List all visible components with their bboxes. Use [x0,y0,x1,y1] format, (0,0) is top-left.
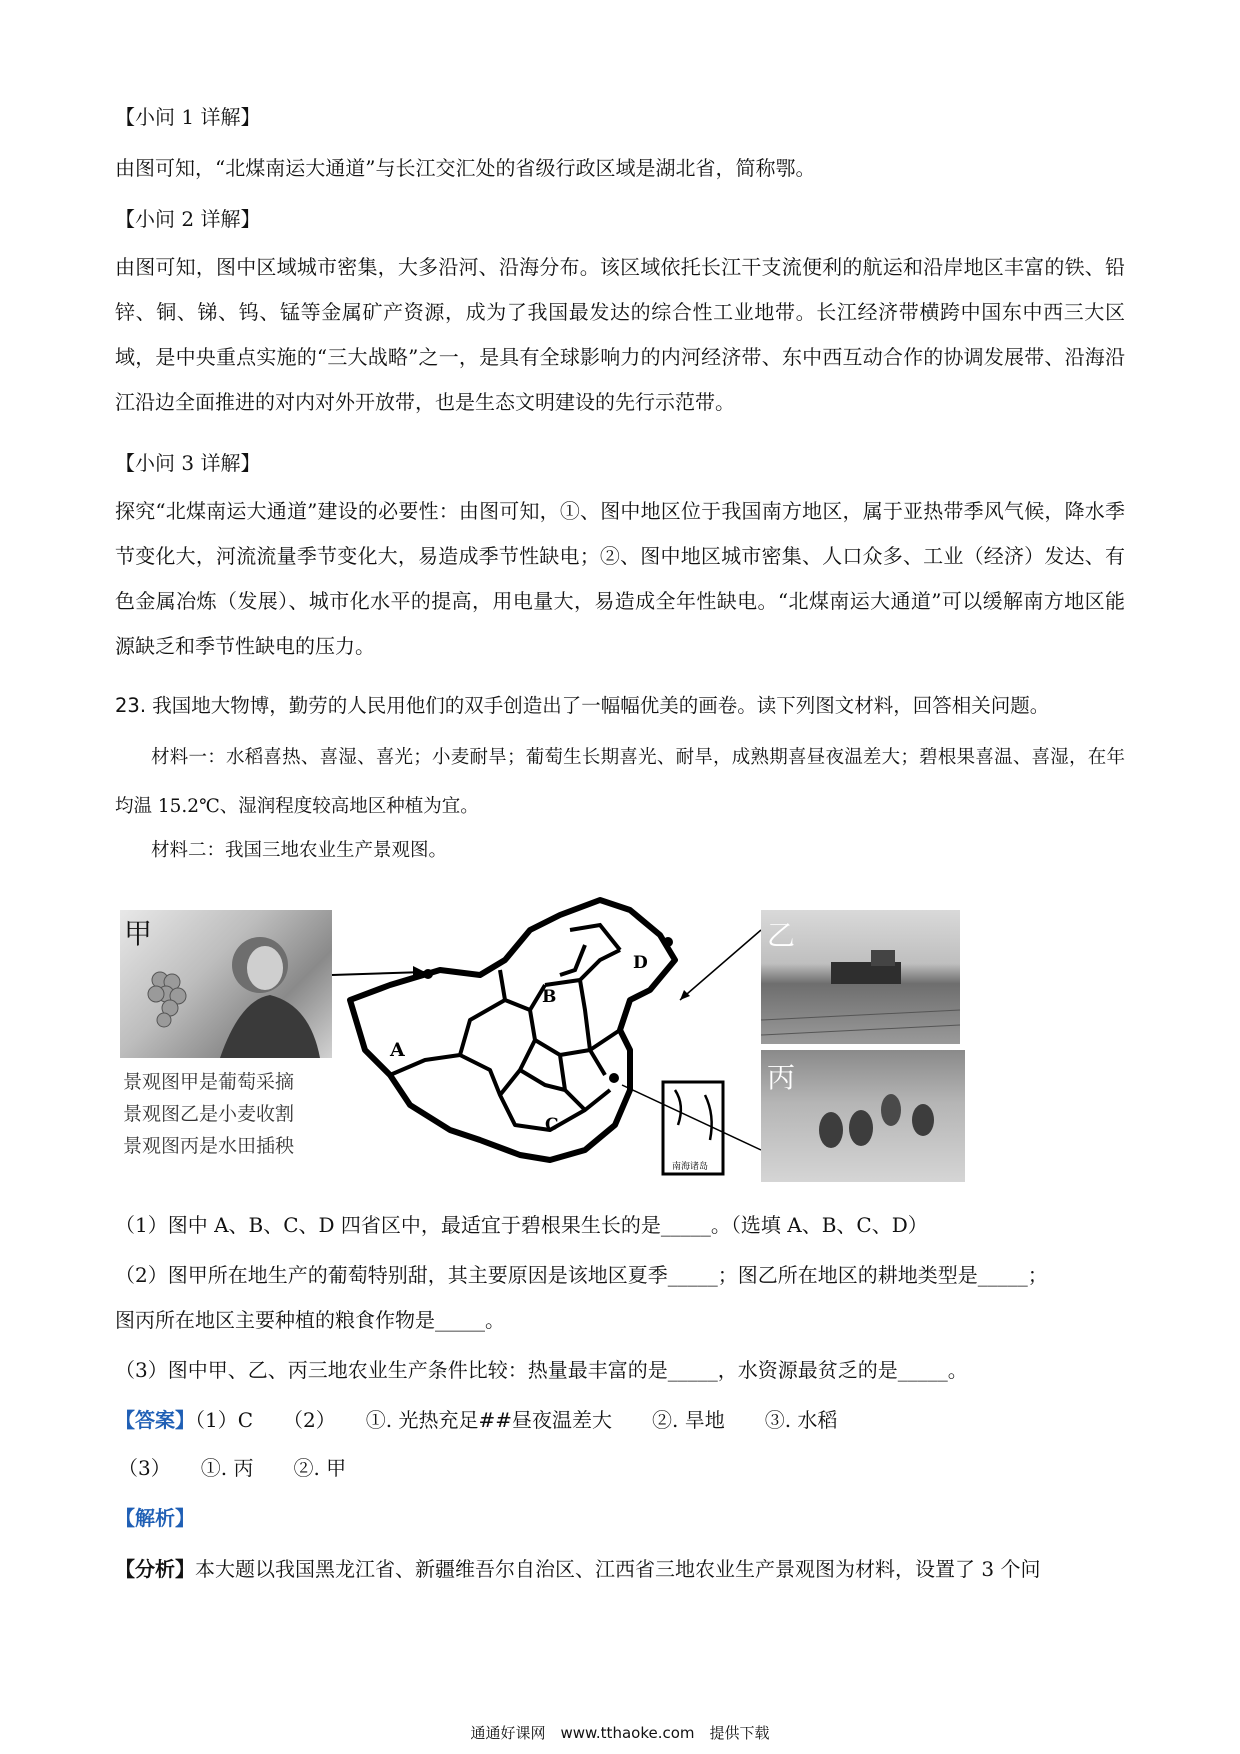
caption-yi: 景观图乙是小麦收割 [123,1103,295,1125]
question-23: 23. 我国地大物博，勤劳的人民用他们的双手创造出了一幅幅优美的画卷。读下列图文材料，回答相关问题。 [115,694,1050,717]
jiangxi-marker [609,1073,619,1083]
label-bing: 丙 [767,1061,796,1094]
fenxi-text: 本大题以我国黑龙江省、新疆维吾尔自治区、江西省三地农业生产景观图为材料，设置了 3 个问 [195,1557,1041,1581]
label-yi: 乙 [767,919,796,952]
map-label-c: C [545,1115,559,1135]
wheat-harvest-photo [761,910,960,1044]
china-province-map [330,890,770,1180]
material-two: 材料二：我国三地农业生产景观图。 [151,840,448,861]
heilongjiang-marker [663,937,673,947]
inset-caption: 南海诸岛 [672,1162,709,1172]
page-footer: 通通好课网 www.tthaoke.com 提供下载 [470,1724,770,1742]
sub-question-2-line2: 图丙所在地区主要种植的粮食作物是_____。 [115,1308,505,1332]
south-china-sea-inset [663,1082,723,1174]
q2-answer-text: 由图可知，图中区域城市密集，大多沿河、沿海分布。该区域依托长江干支流便利的航运和沿岸地区丰富的铁、铅锌、铜、锑、钨、锰等金属矿产资源，成为了我国最发达的综合性工业地带。长江经济带横跨中国东中西三大区域，是中央重点实施的“三大战略”之一，是具有全球影响力的内河经济带、东中西互动合作的协调发展带、沿海沿江沿边全面推进的对内对外开放带，也是生态文明建设的先行示范带。 [115,255,1125,414]
q1-answer-text: 由图可知，“北煤南运大通道”与长江交汇处的省级行政区域是湖北省，简称鄂。 [115,156,816,180]
xinjiang-marker [423,969,433,979]
grape-picking-photo [120,910,332,1058]
sub-question-2-line1: （2）图甲所在地生产的葡萄特别甜，其主要原因是该地区夏季_____；图乙所在地区的耕地类型是_____； [115,1263,1048,1287]
label-jia: 甲 [124,917,153,950]
answer-label: 【答案】 [115,1408,195,1432]
sub-question-1: （1）图中 A、B、C、D 四省区中，最适宜于碧根果生长的是_____。（选填 A、B、C、D） [115,1213,928,1237]
answer-line-1 [115,1407,837,1433]
q1-heading: 【小问 1 详解】 [115,105,261,129]
rice-transplanting-photo [761,1050,965,1182]
material-one: 材料一：水稻喜热、喜湿、喜光；小麦耐旱；葡萄生长期喜光、耐旱，成熟期喜昼夜温差大；碧根果喜温、喜湿，在年均温 15.2℃、湿润程度较高地区种植为宜。 [115,747,1125,817]
analysis-label: 【解析】 [115,1506,195,1530]
map-label-b: B [542,987,557,1007]
fenxi-label: 【分析】 [115,1557,195,1581]
q2-heading: 【小问 2 详解】 [115,207,261,231]
q3-heading: 【小问 3 详解】 [115,451,261,475]
caption-bing: 景观图丙是水田插秧 [123,1135,295,1157]
answer-values-1: （1）C （2） ①. 光热充足##昼夜温差大 ②. 旱地 ③. 水稻 [195,1408,838,1432]
sub-question-3: （3）图中甲、乙、丙三地农业生产条件比较：热量最丰富的是_____，水资源最贫乏的是_____。 [115,1358,968,1382]
map-label-a: A [390,1039,405,1061]
caption-jia: 景观图甲是葡萄采摘 [123,1071,295,1093]
answer-line-2: （3） ①. 丙 ②. 甲 [118,1456,347,1480]
fenxi-paragraph [115,1556,1040,1582]
map-label-d: D [633,953,648,973]
q3-answer-text: 探究“北煤南运大通道”建设的必要性：由图可知，①、图中地区位于我国南方地区，属于亚热带季风气候，降水季节变化大，河流流量季节变化大，易造成季节性缺电；②、图中地区城市密集、人口众多、工业（经济）发达、有色金属冶炼（发展）、城市化水平的提高，用电量大，易造成全年性缺电。“北煤南运大通道”可以缓解南方地区能源缺乏和季节性缺电的压力。 [115,499,1125,658]
